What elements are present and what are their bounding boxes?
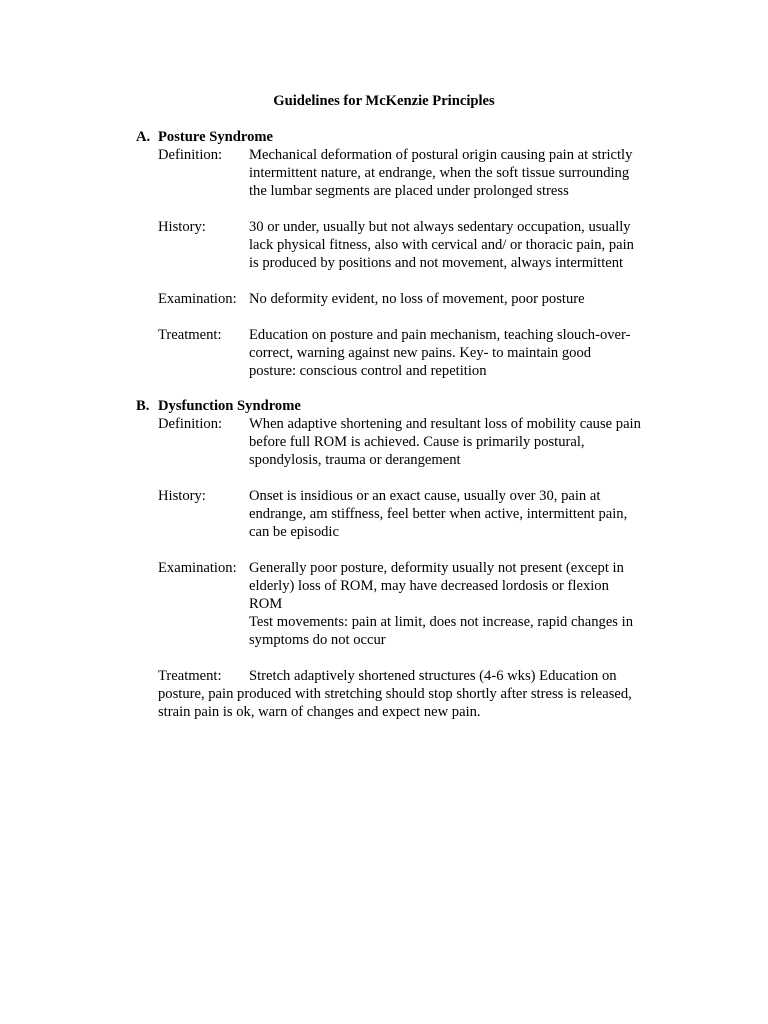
- treatment-entry: [136, 667, 678, 721]
- definition-label: Definition:: [158, 416, 223, 432]
- examination-text: Generally poor posture, deformity usually not present (except in elderly) loss of ROM, may have decreased lordosis or flexion ROM Test movements: pain at limit, does not increase, rapid changes in symptoms do not occur: [249, 560, 633, 648]
- document-title: Guidelines for McKenzie Principles: [273, 93, 495, 109]
- section-dysfunction-syndrome: [136, 397, 676, 721]
- section-heading: [136, 128, 676, 146]
- examination-label: Examination:: [158, 291, 237, 307]
- history-entry: [136, 487, 676, 541]
- examination-label: Examination:: [158, 560, 237, 576]
- spacer: [136, 200, 676, 218]
- examination-entry: [136, 290, 676, 308]
- examination-entry: [136, 559, 676, 649]
- history-text: 30 or under, usually but not always sedentary occupation, usually lack physical fitness, also with cervical and/ or thoracic pain, pain is produced by positions and not movement, always intermittent: [249, 219, 634, 271]
- treatment-text-2: posture, pain produced with stretching should stop shortly after stress is released,: [158, 686, 632, 702]
- definition-entry: [136, 415, 676, 469]
- definition-entry: [136, 146, 676, 200]
- section-heading: [136, 397, 676, 415]
- treatment-line-1: [158, 667, 678, 685]
- history-label: History:: [158, 488, 206, 504]
- section-title: Posture Syndrome: [158, 129, 273, 145]
- history-entry: [136, 218, 676, 272]
- treatment-text: Education on posture and pain mechanism, teaching slouch-over- correct, warning against new pains. Key- to maintain good posture: conscious control and repetition: [249, 327, 631, 379]
- section-letter: B.: [136, 398, 150, 414]
- section-title: Dysfunction Syndrome: [158, 398, 301, 414]
- spacer: [136, 541, 676, 559]
- treatment-entry: [136, 326, 676, 380]
- spacer: [136, 272, 676, 290]
- treatment-label: Treatment:: [158, 327, 222, 343]
- history-text: Onset is insidious or an exact cause, usually over 30, pain at endrange, am stiffness, feel better when active, intermittent pain, can be episodic: [249, 488, 628, 540]
- treatment-text-1: Stretch adaptively shortened structures (4-6 wks) Education on: [249, 668, 617, 684]
- definition-text: When adaptive shortening and resultant loss of mobility cause pain before full ROM is achieved. Cause is primarily postural, spondylosis, trauma or derangement: [249, 416, 641, 468]
- definition-text: Mechanical deformation of postural origin causing pain at strictly intermittent nature, at endrange, when the soft tissue surrounding the lumbar segments are placed under prolonged stress: [249, 147, 633, 199]
- section-letter: A.: [136, 129, 151, 145]
- spacer: [136, 469, 676, 487]
- treatment-text-3: strain pain is ok, warn of changes and expect new pain.: [158, 704, 481, 720]
- history-label: History:: [158, 219, 206, 235]
- examination-text: No deformity evident, no loss of movement, poor posture: [249, 291, 585, 307]
- spacer: [136, 649, 676, 667]
- treatment-label: Treatment:: [158, 668, 222, 684]
- spacer: [136, 308, 676, 326]
- definition-label: Definition:: [158, 147, 223, 163]
- section-posture-syndrome: [136, 128, 676, 380]
